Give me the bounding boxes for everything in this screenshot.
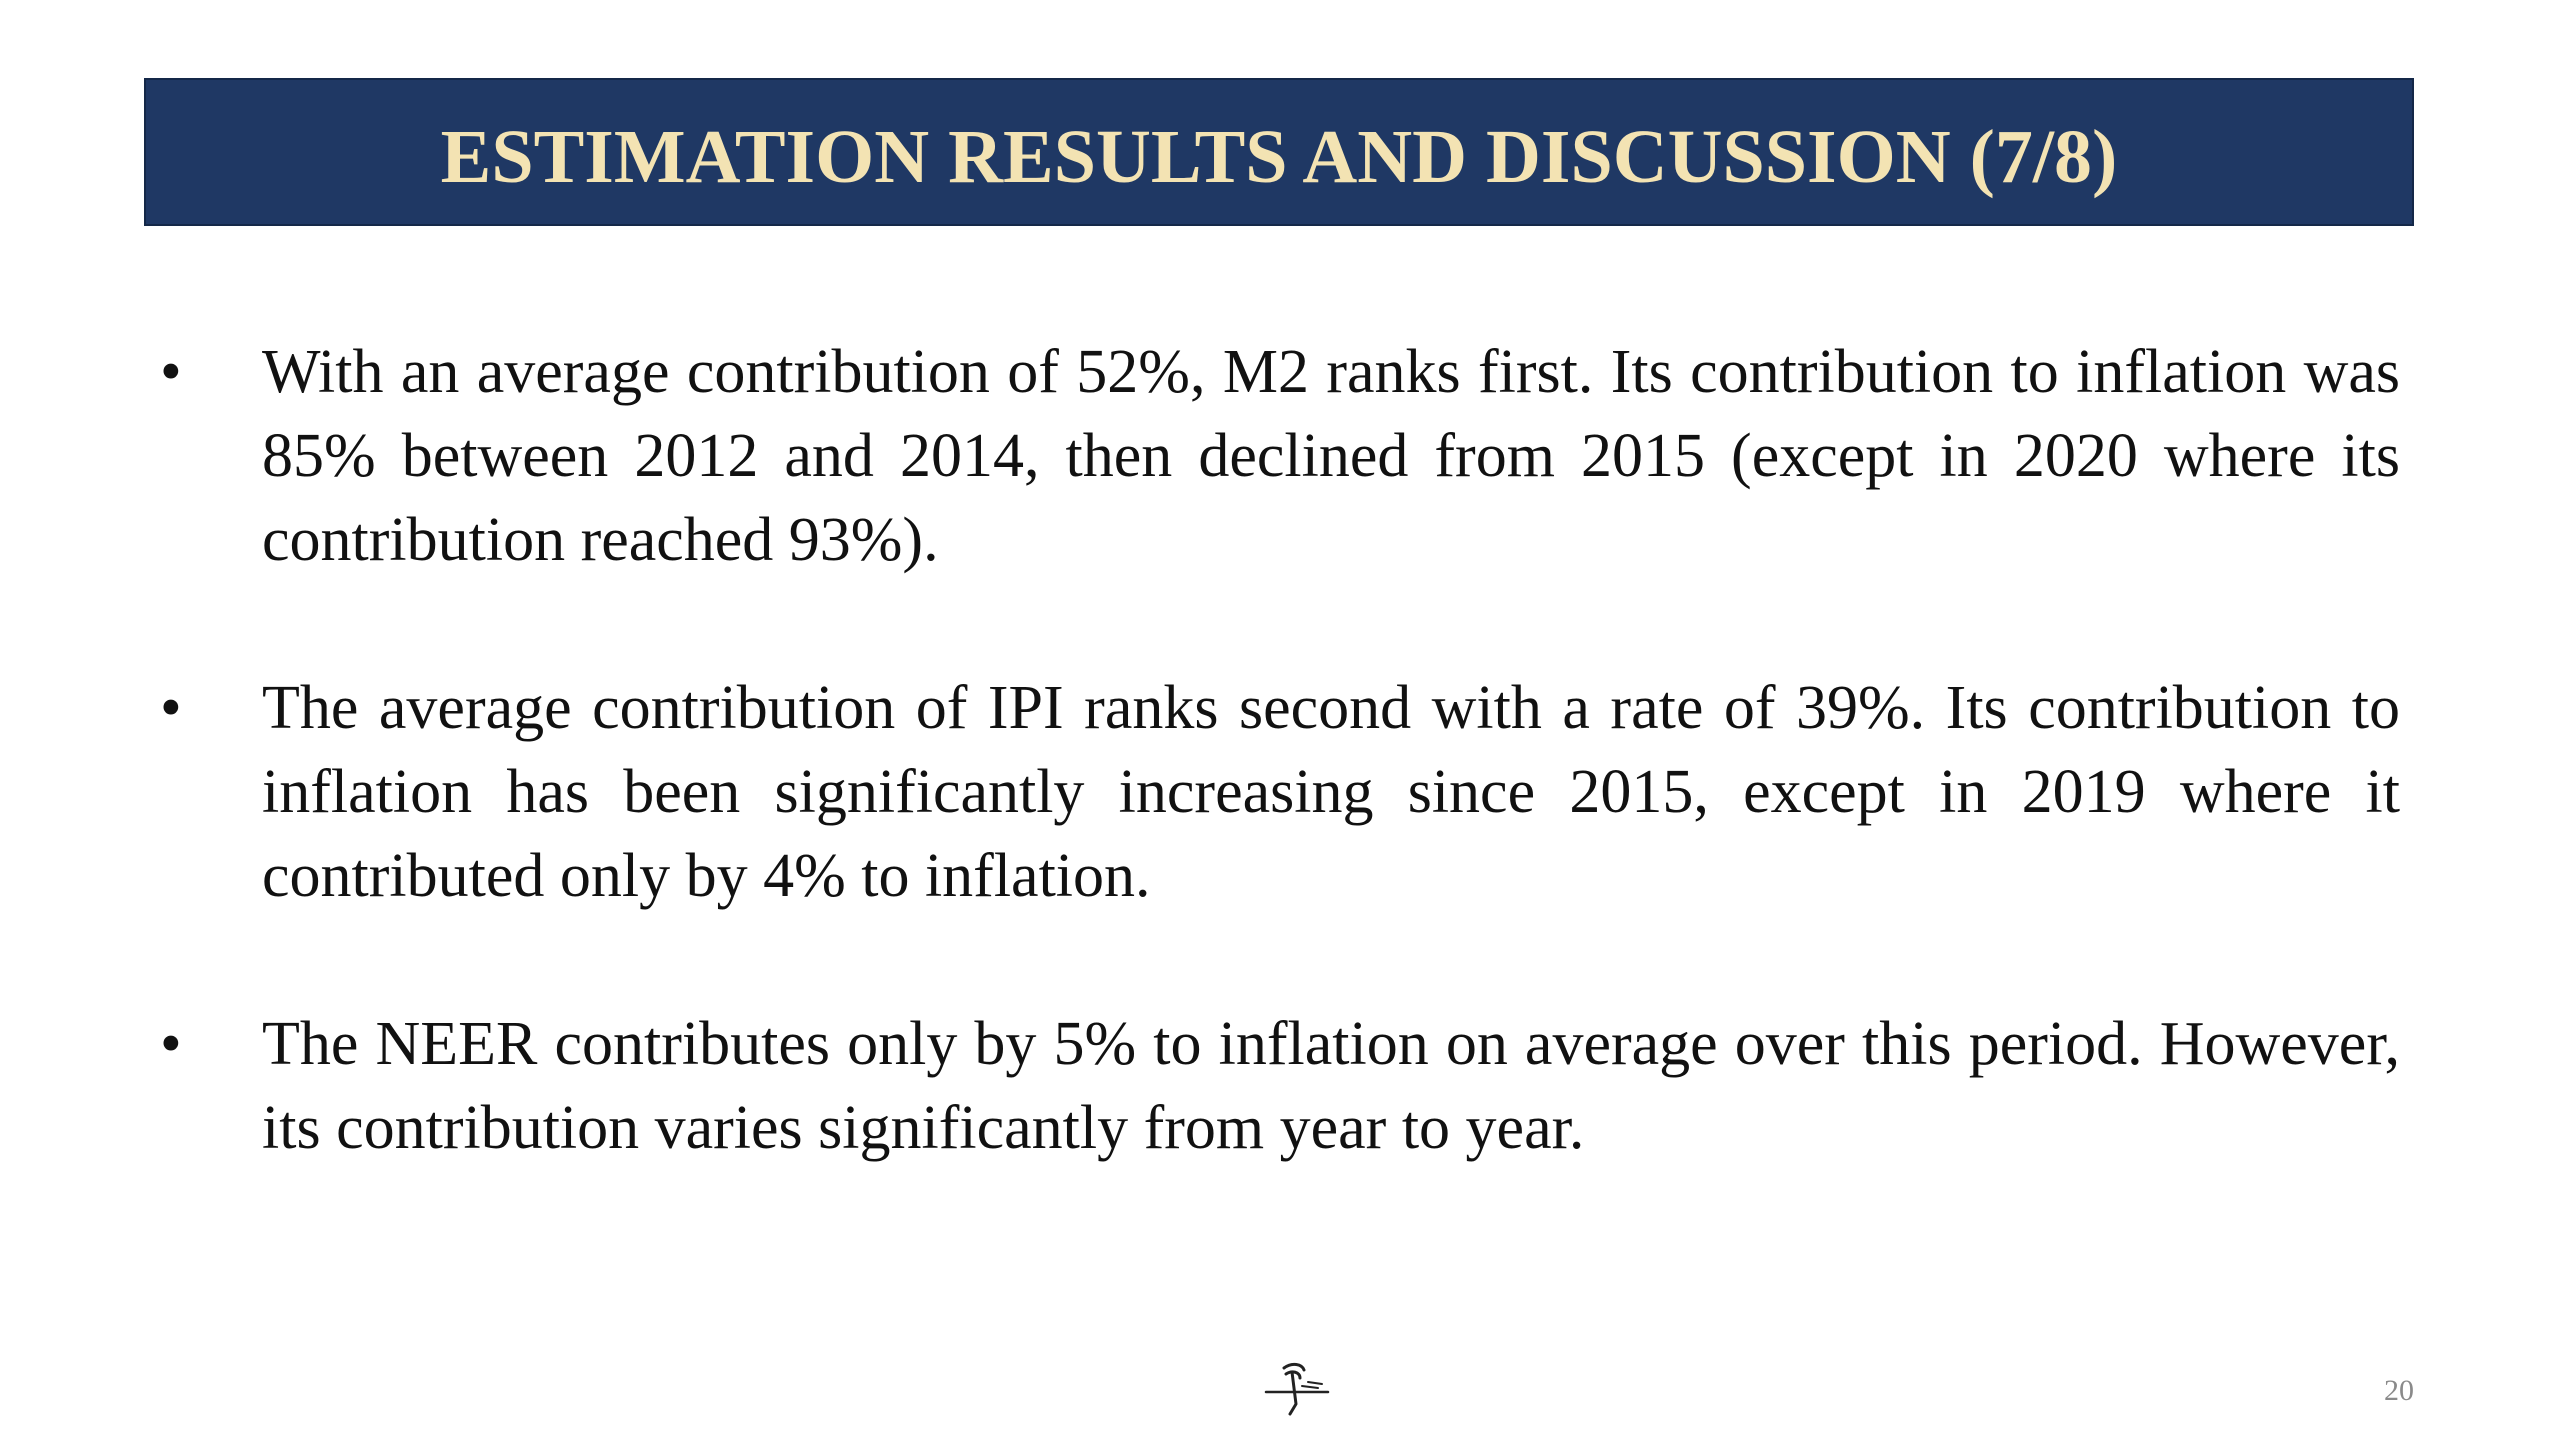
bullet-item-m2 bbox=[160, 330, 2400, 582]
bullet-dot-icon: • bbox=[160, 1010, 182, 1078]
bullet-dot-icon: • bbox=[160, 338, 182, 406]
bullet-item-neer bbox=[160, 1002, 2400, 1170]
slide-title: ESTIMATION RESULTS AND DISCUSSION (7/8) bbox=[440, 115, 2118, 199]
institution-logo-icon bbox=[1262, 1358, 1332, 1418]
bullet-text: With an average contribution of 52%, M2 ranks first. Its contribution to inflation was 85% between 2012 and 2014, then declined from 2015 (except in 2020 where its contribution reached 93%). bbox=[262, 338, 2400, 574]
page-number: 20 bbox=[2384, 1374, 2414, 1407]
bullet-item-ipi bbox=[160, 666, 2400, 918]
bullet-dot-icon: • bbox=[160, 674, 182, 742]
bullet-text: The average contribution of IPI ranks second with a rate of 39%. Its contribution to inflation has been significantly increasing since 2015, except in 2019 where it contributed only by 4% to inflation. bbox=[262, 674, 2400, 910]
bullet-list bbox=[160, 330, 2400, 1254]
title-bar bbox=[144, 78, 2414, 226]
bullet-text: The NEER contributes only by 5% to inflation on average over this period. However, its contribution varies significantly from year to year. bbox=[262, 1010, 2400, 1162]
